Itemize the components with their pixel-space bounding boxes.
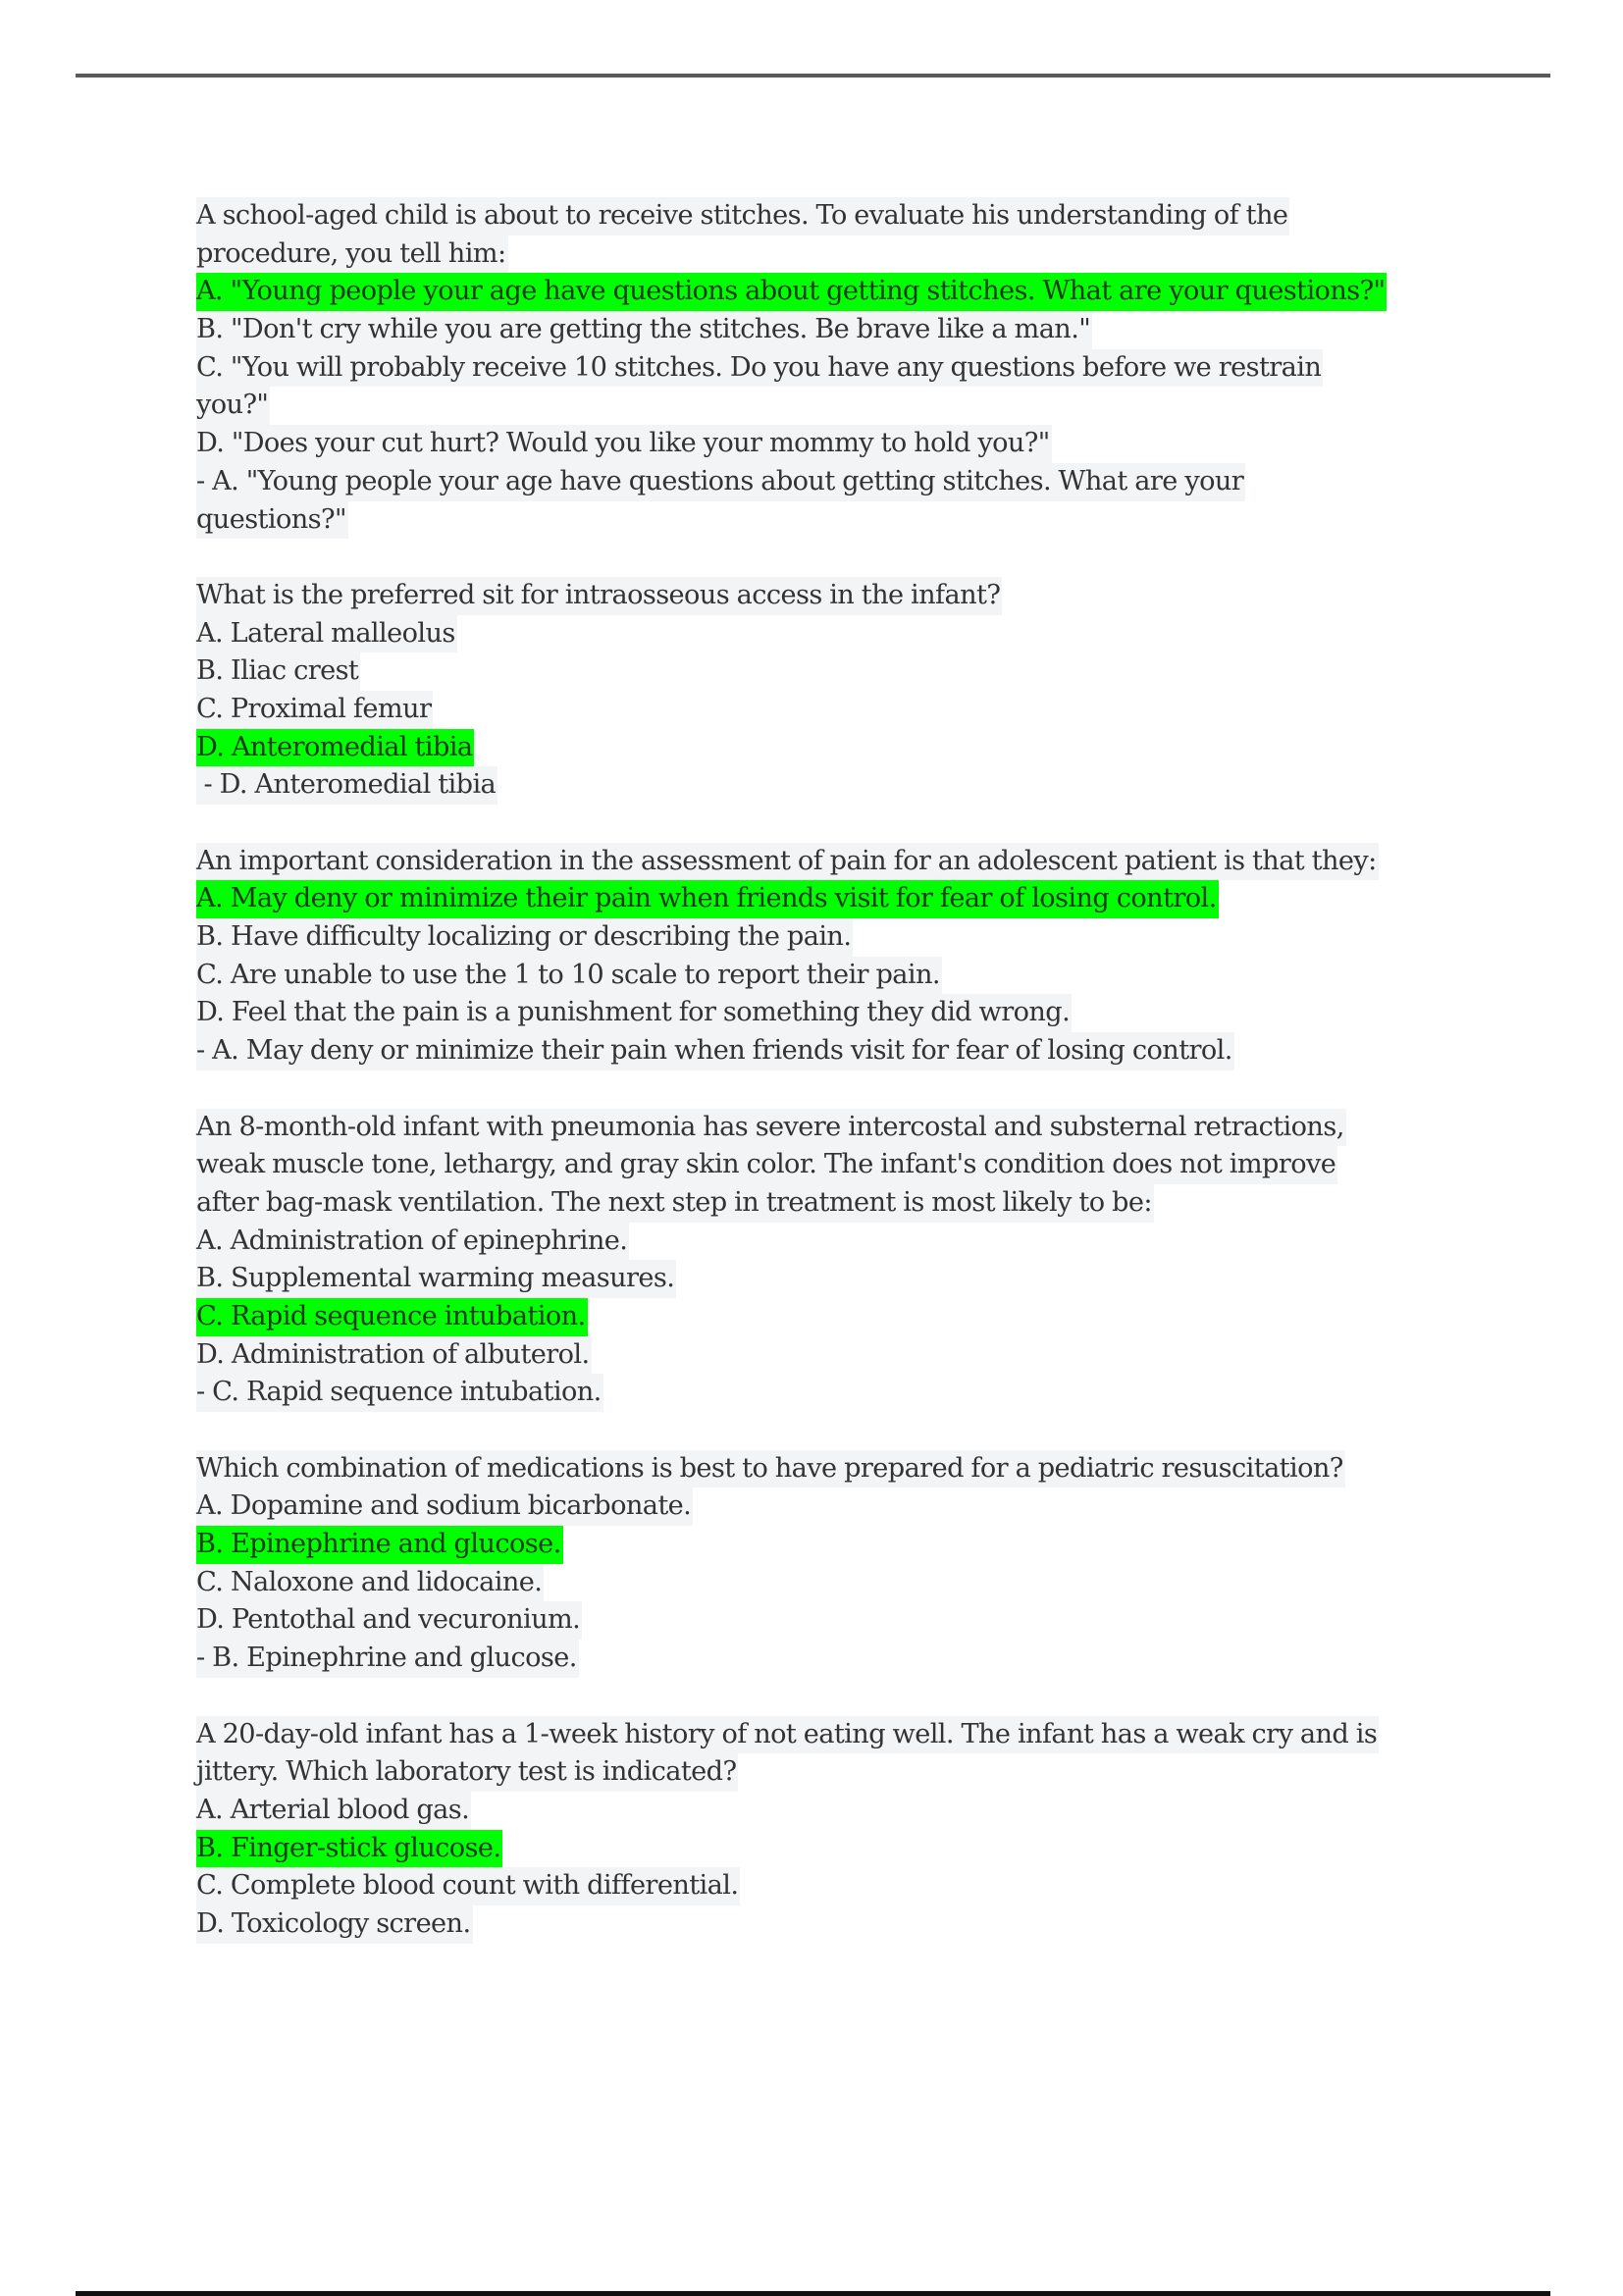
question-block — [196, 843, 1492, 1070]
question-text: after bag-mask ventilation. The next step in treatment is most likely to be: — [196, 1184, 1492, 1223]
answer-text: - B. Epinephrine and glucose. — [196, 1640, 1492, 1678]
option: A. Dopamine and sodium bicarbonate. — [196, 1487, 1492, 1526]
question-block — [196, 577, 1492, 805]
question-text: A 20-day-old infant has a 1-week history of not eating well. The infant has a weak cry and is — [196, 1716, 1492, 1754]
question-text: weak muscle tone, lethargy, and gray skin color. The infant's condition does not improve — [196, 1146, 1492, 1184]
option: C. Proximal femur — [196, 691, 1492, 729]
option-correct-highlighted: D. Anteromedial tibia — [196, 729, 1492, 767]
option: A. Administration of epinephrine. — [196, 1223, 1492, 1261]
option: C. Naloxone and lidocaine. — [196, 1564, 1492, 1602]
option-continuation: you?" — [196, 387, 1492, 425]
option: B. Have difficulty localizing or describing the pain. — [196, 918, 1492, 957]
option: D. Administration of albuterol. — [196, 1336, 1492, 1375]
option: D. Pentothal and vecuronium. — [196, 1601, 1492, 1640]
question-text: jittery. Which laboratory test is indicated? — [196, 1753, 1492, 1792]
option: C. "You will probably receive 10 stitches. Do you have any questions before we restrain — [196, 349, 1492, 388]
question-block — [196, 1109, 1492, 1413]
answer-text: - C. Rapid sequence intubation. — [196, 1374, 1492, 1412]
option-correct-highlighted: A. "Young people your age have questions about getting stitches. What are your questions?" — [196, 273, 1492, 311]
question-text: A school-aged child is about to receive stitches. To evaluate his understanding of the — [196, 197, 1492, 235]
option: D. Toxicology screen. — [196, 1905, 1492, 1944]
option: C. Complete blood count with differential. — [196, 1867, 1492, 1905]
option: D. Feel that the pain is a punishment for something they did wrong. — [196, 994, 1492, 1032]
answer-text: - A. "Young people your age have questions about getting stitches. What are your — [196, 463, 1492, 501]
option: C. Are unable to use the 1 to 10 scale to report their pain. — [196, 957, 1492, 995]
answer-text: questions?" — [196, 501, 1492, 540]
answer-text: - A. May deny or minimize their pain when friends visit for fear of losing control. — [196, 1032, 1492, 1070]
footer-rule — [76, 2291, 1550, 2296]
option-correct-highlighted: B. Epinephrine and glucose. — [196, 1526, 1492, 1564]
question-block — [196, 197, 1492, 539]
header-rule — [76, 74, 1550, 78]
option-correct-highlighted: C. Rapid sequence intubation. — [196, 1298, 1492, 1336]
option: B. Iliac crest — [196, 652, 1492, 691]
document-body — [196, 197, 1492, 1981]
question-text: procedure, you tell him: — [196, 235, 1492, 274]
question-text: Which combination of medications is best to have prepared for a pediatric resuscitation? — [196, 1450, 1492, 1488]
question-text: An important consideration in the assessment of pain for an adolescent patient is that they: — [196, 843, 1492, 881]
question-block — [196, 1716, 1492, 1944]
option: D. "Does your cut hurt? Would you like your mommy to hold you?" — [196, 425, 1492, 463]
option: A. Lateral malleolus — [196, 615, 1492, 653]
option-correct-highlighted: A. May deny or minimize their pain when friends visit for fear of losing control. — [196, 880, 1492, 918]
option-correct-highlighted: B. Finger-stick glucose. — [196, 1830, 1492, 1868]
option: A. Arterial blood gas. — [196, 1792, 1492, 1830]
answer-text: - D. Anteromedial tibia — [196, 766, 1492, 805]
question-block — [196, 1450, 1492, 1678]
option: B. "Don't cry while you are getting the stitches. Be brave like a man." — [196, 311, 1492, 349]
option: B. Supplemental warming measures. — [196, 1260, 1492, 1298]
question-text: An 8-month-old infant with pneumonia has severe intercostal and substernal retractions, — [196, 1109, 1492, 1147]
question-text: What is the preferred sit for intraosseous access in the infant? — [196, 577, 1492, 615]
